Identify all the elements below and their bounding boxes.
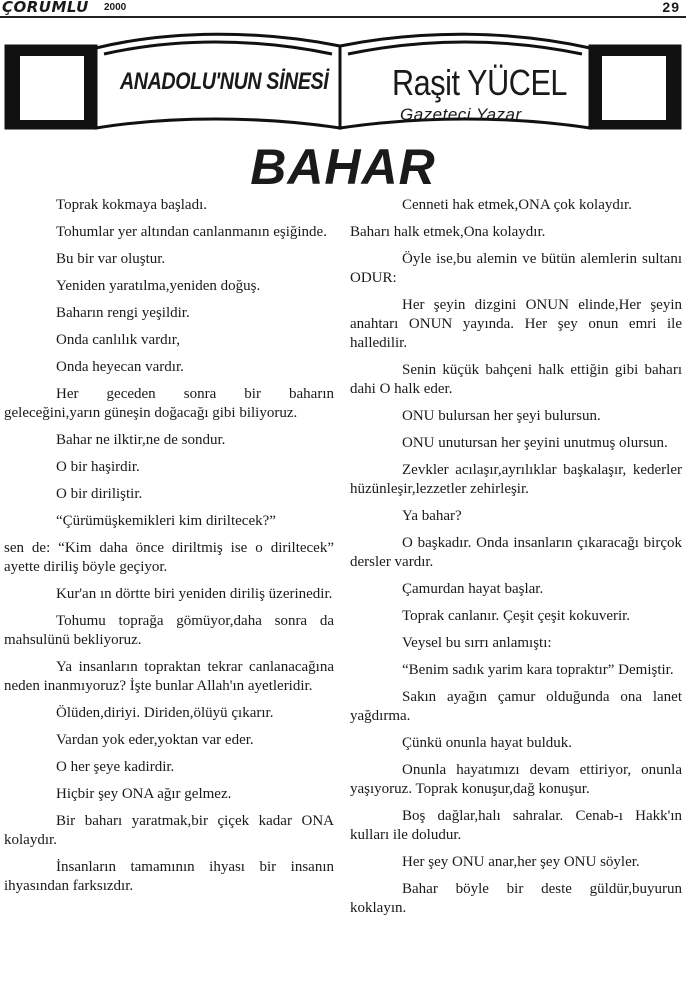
left-column <box>4 196 334 904</box>
paragraph: Sakın ayağın çamur olduğunda ona lanet yağdırma. <box>350 689 682 724</box>
paragraph: İnsanların tamamının ihyası bir insanın ihyasından farksızdır. <box>4 859 334 894</box>
paragraph: Bahar böyle bir deste güldür,buyurun koklayın. <box>350 881 682 916</box>
paragraph: Vardan yok eder,yoktan var eder. <box>56 732 254 748</box>
paragraph: Kur'an ın dörtte biri yeniden diriliş üzerinedir. <box>56 586 333 602</box>
paragraph: Onda canlılık vardır, <box>56 332 180 348</box>
paragraph: Baharı halk etmek,Ona kolaydır. <box>350 224 546 240</box>
paragraph: Baharın rengi yeşildir. <box>56 305 190 321</box>
paragraph: ONU unutursan her şeyini unutmuş olursun. <box>402 435 668 451</box>
paragraph: sen de: “Kim daha önce diriltmiş ise o diriltecek” ayette diriliş böyle geçiyor. <box>4 540 334 575</box>
page-number: 29 <box>662 0 680 15</box>
paragraph: Bahar ne ilktir,ne de sondur. <box>56 432 226 448</box>
paragraph: Hiçbir şey ONA ağır gelmez. <box>56 786 232 802</box>
paragraph: Her geceden sonra bir baharın geleceğini,yarın güneşin doğacağı gibi biliyoruz. <box>4 386 334 421</box>
paragraph: Veysel bu sırrı anlamıştı: <box>402 635 552 651</box>
header-rule <box>0 16 686 18</box>
page-header <box>0 0 686 14</box>
paragraph: O başkadır. Onda insanların çıkaracağı birçok dersler vardır. <box>350 535 682 570</box>
paragraph: “Çürümüşkemikleri kim diriltecek?” <box>56 513 276 529</box>
paragraph: Tohumlar yer altından canlanmanın eşiğinde. <box>56 224 327 240</box>
paragraph: O bir haşirdir. <box>56 459 140 475</box>
paragraph: Zevkler acılaşır,ayrılıklar başkalaşır, kederler hüzünleşir,lezzetler zehirleşir. <box>350 462 682 497</box>
paragraph: Onda heyecan vardır. <box>56 359 184 375</box>
paragraph: Toprak kokmaya başladı. <box>56 197 207 213</box>
open-book-icon <box>0 24 686 136</box>
column-name: ANADOLU'NUN SİNESİ <box>120 68 329 95</box>
paragraph: Senin küçük bahçeni halk ettiğin gibi baharı dahi O halk eder. <box>350 362 682 397</box>
article-title: BAHAR <box>250 139 436 195</box>
paragraph: Bir baharı yaratmak,bir çiçek kadar ONA kolaydır. <box>4 813 334 848</box>
paragraph: ONU bulursan her şeyi bulursun. <box>402 408 601 424</box>
paragraph: Cenneti hak etmek,ONA çok kolaydır. <box>402 197 632 213</box>
paragraph: Ya bahar? <box>402 508 462 524</box>
paragraph: Onunla hayatımızı devam ettiriyor, onunla yaşıyoruz. Toprak konuşur,dağ konuşur. <box>350 762 682 797</box>
paragraph: Çünkü onunla hayat bulduk. <box>402 735 572 751</box>
paragraph: Her şey ONU anar,her şey ONU söyler. <box>402 854 640 870</box>
paragraph: Çamurdan hayat başlar. <box>402 581 544 597</box>
right-column <box>350 196 682 926</box>
newspaper-logo: ÇORUMLU <box>2 0 89 16</box>
paragraph: O her şeye kadirdir. <box>56 759 175 775</box>
author-role: Gazeteci Yazar <box>400 105 522 124</box>
paragraph: Ya insanların topraktan tekrar canlanacağına neden inanmıyoruz? İşte bunlar Allah'ın ayetleridir. <box>4 659 334 694</box>
paragraph: Tohumu toprağa gömüyor,daha sonra da mahsulünü bekliyoruz. <box>4 613 334 648</box>
author-name: Raşit YÜCEL <box>392 62 568 103</box>
paragraph: Toprak canlanır. Çeşit çeşit kokuverir. <box>402 608 631 624</box>
paragraph: Yeniden yaratılma,yeniden doğuş. <box>56 278 261 294</box>
paragraph: Bu bir var oluştur. <box>56 251 166 267</box>
column-banner <box>0 24 686 136</box>
paragraph: O bir diriliştir. <box>56 486 143 502</box>
issue-year: 2000 <box>104 2 127 13</box>
paragraph: Ölüden,diriyi. Diriden,ölüyü çıkarır. <box>56 705 274 721</box>
paragraph: Öyle ise,bu alemin ve bütün alemlerin sultanı ODUR: <box>350 251 682 286</box>
paragraph: Her şeyin dizgini ONUN elinde,Her şeyin anahtarı ONUN yayında. Her şey onun emri ile halledilir. <box>350 297 682 351</box>
paragraph: Boş dağlar,halı sahralar. Cenab-ı Hakk'ın kulları ile doludur. <box>350 808 682 843</box>
paragraph: “Benim sadık yarim kara topraktır” Demiştir. <box>402 662 674 678</box>
